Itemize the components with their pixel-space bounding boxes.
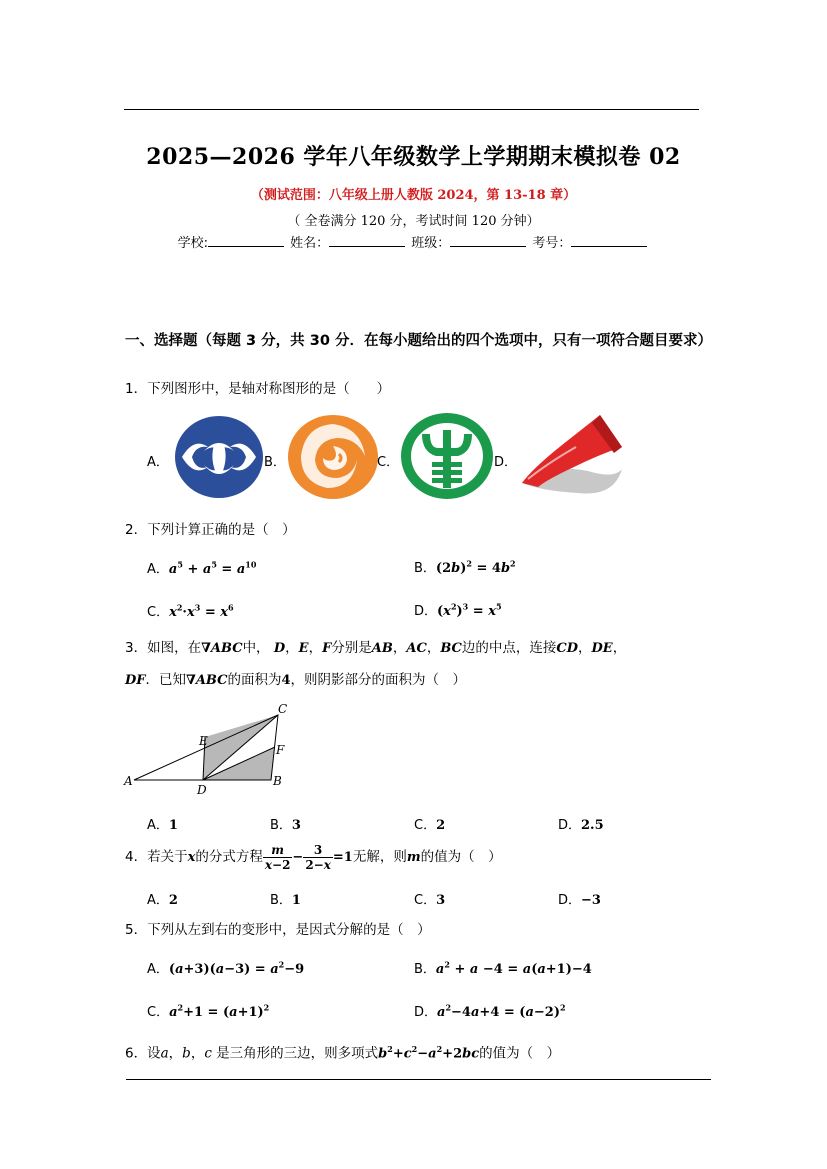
exam-number-field[interactable]	[571, 234, 647, 247]
student-info	[0, 232, 827, 251]
question-2-stem: 2．下列计算正确的是（ ）	[125, 522, 296, 538]
q1-option-b-label: B．	[264, 455, 286, 470]
test-scope: （测试范围：八年级上册人教版 2024，第 13-18 章）	[250, 188, 577, 203]
q4-option-a: A．2	[147, 893, 178, 908]
bottom-rule	[126, 1079, 711, 1080]
q1-option-d-logo-icon	[518, 413, 626, 499]
q1-option-d-label: D．	[494, 455, 518, 470]
school-label: 学校:	[177, 236, 208, 251]
school-field[interactable]	[208, 234, 284, 247]
q1-option-c-logo-icon	[400, 412, 494, 500]
q2-option-d: D．$(x^2)^3 = x^5$	[414, 601, 502, 619]
name-field[interactable]	[329, 234, 405, 247]
question-4-stem: 4．若关于x的分式方程 $\frac{m}{x-2}$ − $\frac{3}{2-x}$ =1无解，则m的值为（ ）	[125, 842, 502, 872]
q3-option-b: B．3	[270, 818, 301, 833]
page-title: 2025—2026 学年八年级数学上学期期末模拟卷 02	[146, 144, 681, 170]
section-title: 一、选择题（每题 3 分，共 30 分．在每小题给出的四个选项中，只有一项符合题目要求）	[125, 333, 712, 349]
q3-option-d: D．2.5	[558, 818, 604, 833]
q5-option-a: A．$(a+3)(a-3) = a^2-9$	[147, 959, 305, 977]
q1-option-c-label: C．	[377, 455, 400, 470]
q5-option-c: C．$a^2+1 = (a+1)^2$	[147, 1002, 270, 1020]
q2-option-c: C．$x^2\cdot x^3 = x^6$	[147, 602, 234, 620]
q2-option-b: B．$(2b)^2 = 4b^2$	[414, 558, 516, 576]
point-f-label: F	[276, 743, 285, 757]
q4-option-d: D．−3	[558, 893, 601, 908]
q5-option-b: B．$a^2 + a -4 = a(a+1)-4$	[414, 959, 592, 977]
point-d-label: D	[197, 783, 207, 797]
question-6-stem: 6．设a，b，c 是三角形的三边，则多项式$b^2+c^2-a^2+2bc$的值为（ ）	[125, 1044, 561, 1062]
question-3-stem-line-2: DF．已知∇ABC的面积为4，则阴影部分的面积为（ ）	[125, 672, 467, 688]
top-rule	[124, 109, 699, 110]
question-3-stem-line-1: 3．如图，在∇ABC中， D，E，F分别是AB，AC，BC边的中点，连接CD，DE，	[125, 640, 627, 656]
class-label: 班级：	[411, 236, 451, 251]
q3-triangle-figure	[120, 700, 300, 800]
point-c-label: C	[278, 702, 288, 716]
exam-number-label: 考号：	[532, 236, 572, 251]
q1-option-a-label: A．	[147, 455, 169, 470]
q1-option-a-logo-icon	[174, 415, 264, 499]
question-5-stem: 5．下列从左到右的变形中，是因式分解的是（ ）	[125, 922, 431, 938]
q4-option-b: B．1	[270, 893, 301, 908]
name-label: 姓名：	[290, 236, 330, 251]
exam-note: （ 全卷满分 120 分，考试时间 120 分钟）	[287, 214, 540, 229]
point-b-label: B	[273, 774, 282, 788]
q5-option-d: D．$a^2-4a+4 = (a-2)^2$	[414, 1002, 566, 1020]
q3-option-c: C．2	[414, 818, 446, 833]
q2-option-a: A．$a^5 + a^5 = a^{10}$	[147, 559, 257, 577]
point-e-label: E	[199, 734, 208, 748]
q1-option-b-logo-icon	[287, 414, 379, 500]
class-field[interactable]	[450, 234, 526, 247]
point-a-label: A	[124, 774, 133, 788]
question-1-stem: 1．下列图形中，是轴对称图形的是（ ）	[125, 381, 391, 397]
q3-option-a: A．1	[147, 818, 178, 833]
q4-option-c: C．3	[414, 893, 446, 908]
